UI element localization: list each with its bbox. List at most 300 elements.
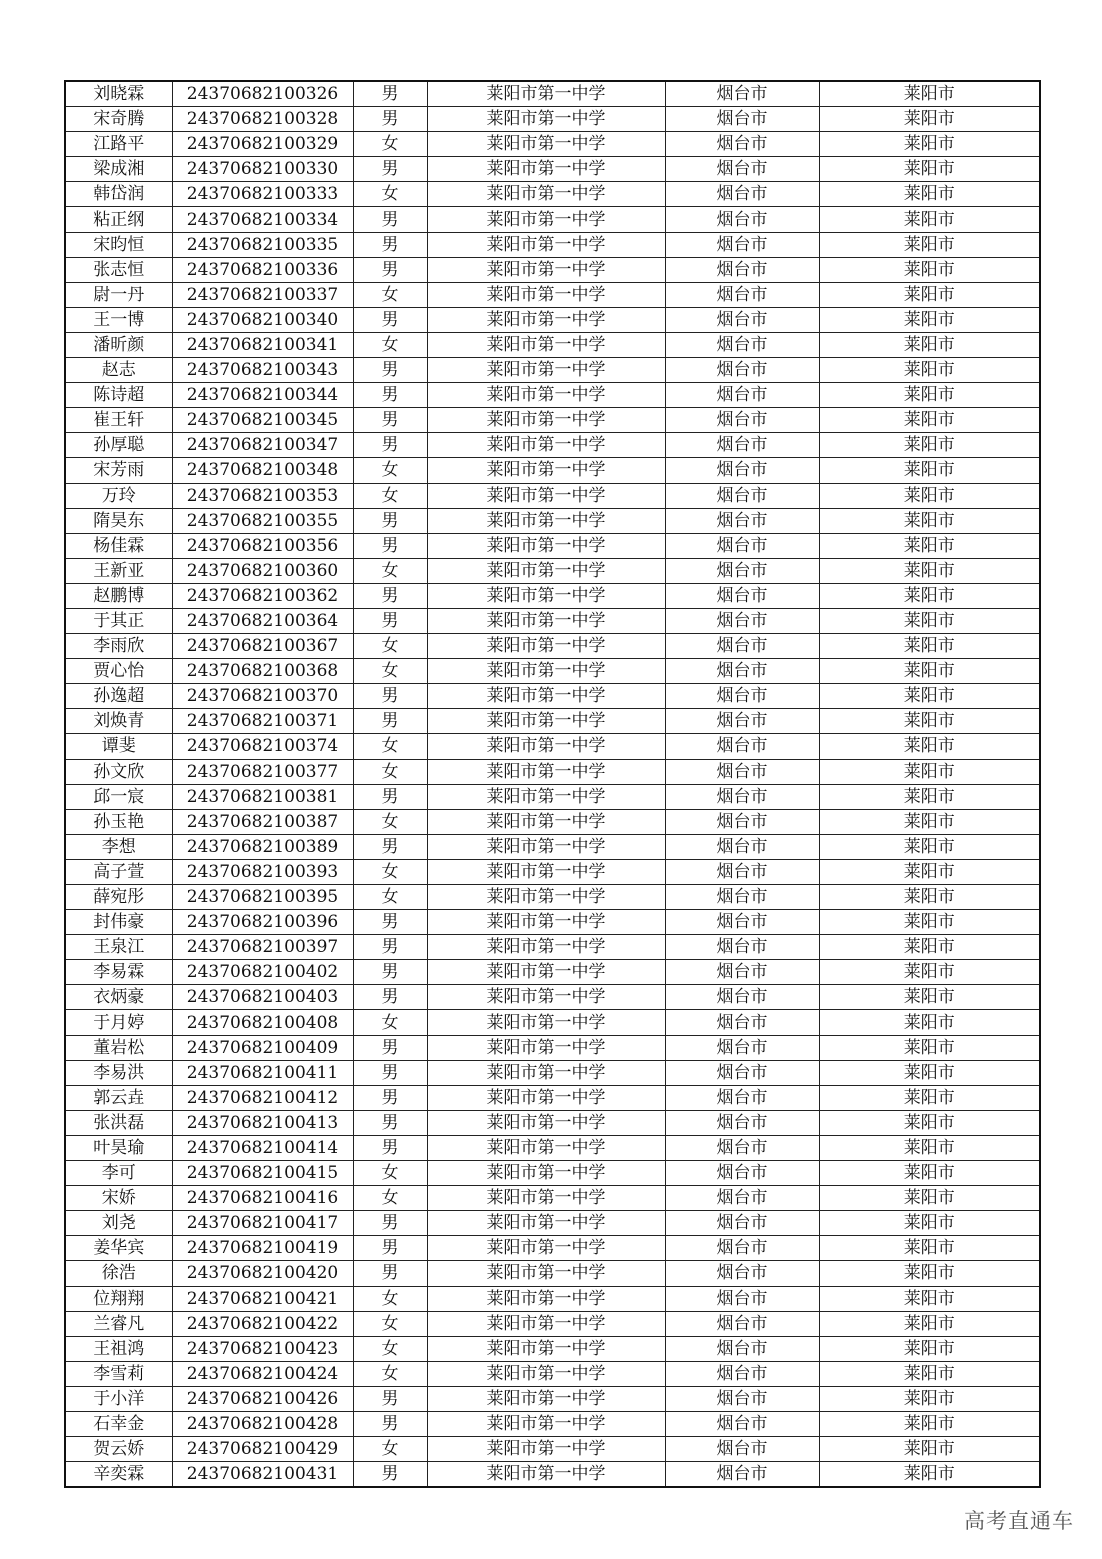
table-row	[65, 608, 1040, 633]
student-name-cell: 兰睿凡	[65, 1311, 172, 1336]
gender-cell: 女	[353, 182, 427, 207]
county-cell: 莱阳市	[819, 1035, 1040, 1060]
gender-cell: 女	[353, 634, 427, 659]
student-name-cell: 邱一宸	[65, 784, 172, 809]
county-cell: 莱阳市	[819, 1110, 1040, 1135]
table-row	[65, 885, 1040, 910]
city-cell: 烟台市	[665, 1135, 819, 1160]
exam-number-cell: 24370682100370	[172, 684, 353, 709]
gender-cell: 女	[353, 1336, 427, 1361]
county-cell: 莱阳市	[819, 232, 1040, 257]
county-cell: 莱阳市	[819, 157, 1040, 182]
city-cell: 烟台市	[665, 81, 819, 107]
student-name-cell: 王泉江	[65, 935, 172, 960]
gender-cell: 男	[353, 81, 427, 107]
student-name-cell: 贺云娇	[65, 1437, 172, 1462]
exam-number-cell: 24370682100368	[172, 659, 353, 684]
exam-number-cell: 24370682100426	[172, 1386, 353, 1411]
student-name-cell: 刘尧	[65, 1211, 172, 1236]
exam-number-cell: 24370682100345	[172, 408, 353, 433]
city-cell: 烟台市	[665, 659, 819, 684]
county-cell: 莱阳市	[819, 809, 1040, 834]
table-row	[65, 157, 1040, 182]
student-name-cell: 高子萱	[65, 859, 172, 884]
county-cell: 莱阳市	[819, 533, 1040, 558]
school-cell: 莱阳市第一中学	[427, 1236, 665, 1261]
student-name-cell: 姜华宾	[65, 1236, 172, 1261]
exam-number-cell: 24370682100412	[172, 1085, 353, 1110]
table-row	[65, 533, 1040, 558]
school-cell: 莱阳市第一中学	[427, 458, 665, 483]
school-cell: 莱阳市第一中学	[427, 408, 665, 433]
gender-cell: 女	[353, 809, 427, 834]
city-cell: 烟台市	[665, 1186, 819, 1211]
school-cell: 莱阳市第一中学	[427, 910, 665, 935]
table-row	[65, 1286, 1040, 1311]
city-cell: 烟台市	[665, 709, 819, 734]
student-name-cell: 尉一丹	[65, 282, 172, 307]
county-cell: 莱阳市	[819, 859, 1040, 884]
school-cell: 莱阳市第一中学	[427, 1186, 665, 1211]
county-cell: 莱阳市	[819, 408, 1040, 433]
table-row	[65, 1085, 1040, 1110]
county-cell: 莱阳市	[819, 307, 1040, 332]
county-cell: 莱阳市	[819, 483, 1040, 508]
school-cell: 莱阳市第一中学	[427, 859, 665, 884]
exam-number-cell: 24370682100353	[172, 483, 353, 508]
gender-cell: 女	[353, 132, 427, 157]
county-cell: 莱阳市	[819, 1411, 1040, 1436]
city-cell: 烟台市	[665, 433, 819, 458]
student-name-cell: 潘昕颜	[65, 332, 172, 357]
city-cell: 烟台市	[665, 282, 819, 307]
gender-cell: 男	[353, 1211, 427, 1236]
county-cell: 莱阳市	[819, 634, 1040, 659]
school-cell: 莱阳市第一中学	[427, 834, 665, 859]
table-row	[65, 1010, 1040, 1035]
exam-number-cell: 24370682100424	[172, 1361, 353, 1386]
school-cell: 莱阳市第一中学	[427, 759, 665, 784]
table-row	[65, 1462, 1040, 1488]
school-cell: 莱阳市第一中学	[427, 1010, 665, 1035]
school-cell: 莱阳市第一中学	[427, 232, 665, 257]
county-cell: 莱阳市	[819, 960, 1040, 985]
county-cell: 莱阳市	[819, 1386, 1040, 1411]
county-cell: 莱阳市	[819, 182, 1040, 207]
student-name-cell: 孙逸超	[65, 684, 172, 709]
student-name-cell: 石幸金	[65, 1411, 172, 1436]
exam-number-cell: 24370682100364	[172, 608, 353, 633]
table-row	[65, 659, 1040, 684]
student-name-cell: 王祖鸿	[65, 1336, 172, 1361]
county-cell: 莱阳市	[819, 81, 1040, 107]
county-cell: 莱阳市	[819, 684, 1040, 709]
county-cell: 莱阳市	[819, 257, 1040, 282]
city-cell: 烟台市	[665, 734, 819, 759]
student-name-cell: 江路平	[65, 132, 172, 157]
table-row	[65, 809, 1040, 834]
table-row	[65, 1110, 1040, 1135]
county-cell: 莱阳市	[819, 332, 1040, 357]
gender-cell: 男	[353, 307, 427, 332]
city-cell: 烟台市	[665, 1110, 819, 1135]
gender-cell: 男	[353, 834, 427, 859]
gender-cell: 男	[353, 232, 427, 257]
gender-cell: 男	[353, 1035, 427, 1060]
city-cell: 烟台市	[665, 182, 819, 207]
table-row	[65, 182, 1040, 207]
table-row	[65, 1386, 1040, 1411]
exam-number-cell: 24370682100334	[172, 207, 353, 232]
student-name-cell: 张志恒	[65, 257, 172, 282]
student-name-cell: 徐浩	[65, 1261, 172, 1286]
school-cell: 莱阳市第一中学	[427, 1386, 665, 1411]
student-name-cell: 衣炳豪	[65, 985, 172, 1010]
exam-number-cell: 24370682100333	[172, 182, 353, 207]
exam-number-cell: 24370682100367	[172, 634, 353, 659]
exam-number-cell: 24370682100414	[172, 1135, 353, 1160]
gender-cell: 男	[353, 709, 427, 734]
student-name-cell: 辛奕霖	[65, 1462, 172, 1488]
city-cell: 烟台市	[665, 257, 819, 282]
school-cell: 莱阳市第一中学	[427, 784, 665, 809]
gender-cell: 女	[353, 734, 427, 759]
city-cell: 烟台市	[665, 207, 819, 232]
city-cell: 烟台市	[665, 558, 819, 583]
table-row	[65, 634, 1040, 659]
school-cell: 莱阳市第一中学	[427, 608, 665, 633]
gender-cell: 女	[353, 1286, 427, 1311]
student-name-cell: 孙文欣	[65, 759, 172, 784]
city-cell: 烟台市	[665, 684, 819, 709]
student-name-cell: 于月婷	[65, 1010, 172, 1035]
exam-number-cell: 24370682100356	[172, 533, 353, 558]
city-cell: 烟台市	[665, 1386, 819, 1411]
gender-cell: 男	[353, 107, 427, 132]
student-name-cell: 李可	[65, 1161, 172, 1186]
city-cell: 烟台市	[665, 583, 819, 608]
table-row	[65, 282, 1040, 307]
gender-cell: 女	[353, 859, 427, 884]
student-name-cell: 刘晓霖	[65, 81, 172, 107]
exam-number-cell: 24370682100387	[172, 809, 353, 834]
table-row	[65, 558, 1040, 583]
exam-number-cell: 24370682100403	[172, 985, 353, 1010]
gender-cell: 女	[353, 1437, 427, 1462]
table-row	[65, 834, 1040, 859]
table-row	[65, 859, 1040, 884]
city-cell: 烟台市	[665, 157, 819, 182]
county-cell: 莱阳市	[819, 935, 1040, 960]
gender-cell: 男	[353, 583, 427, 608]
city-cell: 烟台市	[665, 885, 819, 910]
school-cell: 莱阳市第一中学	[427, 1060, 665, 1085]
county-cell: 莱阳市	[819, 1311, 1040, 1336]
table-row	[65, 433, 1040, 458]
table-row	[65, 960, 1040, 985]
county-cell: 莱阳市	[819, 508, 1040, 533]
school-cell: 莱阳市第一中学	[427, 332, 665, 357]
city-cell: 烟台市	[665, 332, 819, 357]
city-cell: 烟台市	[665, 1311, 819, 1336]
city-cell: 烟台市	[665, 1236, 819, 1261]
exam-number-cell: 24370682100422	[172, 1311, 353, 1336]
school-cell: 莱阳市第一中学	[427, 659, 665, 684]
exam-number-cell: 24370682100348	[172, 458, 353, 483]
student-name-cell: 李易霖	[65, 960, 172, 985]
exam-number-cell: 24370682100344	[172, 383, 353, 408]
exam-number-cell: 24370682100421	[172, 1286, 353, 1311]
table-row	[65, 1035, 1040, 1060]
student-name-cell: 粘正纲	[65, 207, 172, 232]
exam-number-cell: 24370682100413	[172, 1110, 353, 1135]
student-name-cell: 赵鹏博	[65, 583, 172, 608]
city-cell: 烟台市	[665, 307, 819, 332]
city-cell: 烟台市	[665, 232, 819, 257]
exam-number-cell: 24370682100330	[172, 157, 353, 182]
county-cell: 莱阳市	[819, 1211, 1040, 1236]
school-cell: 莱阳市第一中学	[427, 207, 665, 232]
gender-cell: 男	[353, 985, 427, 1010]
table-row	[65, 1211, 1040, 1236]
city-cell: 烟台市	[665, 935, 819, 960]
table-row	[65, 684, 1040, 709]
table-row	[65, 1411, 1040, 1436]
exam-number-cell: 24370682100408	[172, 1010, 353, 1035]
city-cell: 烟台市	[665, 859, 819, 884]
school-cell: 莱阳市第一中学	[427, 182, 665, 207]
exam-number-cell: 24370682100397	[172, 935, 353, 960]
city-cell: 烟台市	[665, 383, 819, 408]
exam-number-cell: 24370682100355	[172, 508, 353, 533]
gender-cell: 女	[353, 458, 427, 483]
student-name-cell: 宋芳雨	[65, 458, 172, 483]
student-name-cell: 封伟豪	[65, 910, 172, 935]
county-cell: 莱阳市	[819, 834, 1040, 859]
city-cell: 烟台市	[665, 107, 819, 132]
table-row	[65, 408, 1040, 433]
table-row	[65, 759, 1040, 784]
table-row	[65, 81, 1040, 107]
exam-number-cell: 24370682100396	[172, 910, 353, 935]
table-row	[65, 332, 1040, 357]
student-name-cell: 孙厚聪	[65, 433, 172, 458]
gender-cell: 男	[353, 784, 427, 809]
county-cell: 莱阳市	[819, 1236, 1040, 1261]
county-cell: 莱阳市	[819, 1361, 1040, 1386]
city-cell: 烟台市	[665, 483, 819, 508]
gender-cell: 男	[353, 408, 427, 433]
exam-number-cell: 24370682100335	[172, 232, 353, 257]
gender-cell: 男	[353, 1261, 427, 1286]
exam-number-cell: 24370682100411	[172, 1060, 353, 1085]
gender-cell: 男	[353, 1060, 427, 1085]
exam-number-cell: 24370682100381	[172, 784, 353, 809]
gender-cell: 男	[353, 257, 427, 282]
city-cell: 烟台市	[665, 985, 819, 1010]
county-cell: 莱阳市	[819, 784, 1040, 809]
gender-cell: 男	[353, 433, 427, 458]
student-name-cell: 韩岱润	[65, 182, 172, 207]
school-cell: 莱阳市第一中学	[427, 383, 665, 408]
student-name-cell: 李易洪	[65, 1060, 172, 1085]
county-cell: 莱阳市	[819, 608, 1040, 633]
county-cell: 莱阳市	[819, 558, 1040, 583]
city-cell: 烟台市	[665, 1261, 819, 1286]
exam-number-cell: 24370682100423	[172, 1336, 353, 1361]
city-cell: 烟台市	[665, 634, 819, 659]
student-name-cell: 董岩松	[65, 1035, 172, 1060]
exam-number-cell: 24370682100393	[172, 859, 353, 884]
student-name-cell: 孙玉艳	[65, 809, 172, 834]
county-cell: 莱阳市	[819, 1010, 1040, 1035]
table-row	[65, 985, 1040, 1010]
city-cell: 烟台市	[665, 784, 819, 809]
city-cell: 烟台市	[665, 1211, 819, 1236]
county-cell: 莱阳市	[819, 885, 1040, 910]
exam-number-cell: 24370682100415	[172, 1161, 353, 1186]
school-cell: 莱阳市第一中学	[427, 483, 665, 508]
gender-cell: 男	[353, 508, 427, 533]
city-cell: 烟台市	[665, 608, 819, 633]
table-row	[65, 257, 1040, 282]
exam-number-cell: 24370682100431	[172, 1462, 353, 1488]
city-cell: 烟台市	[665, 1361, 819, 1386]
table-row	[65, 132, 1040, 157]
table-row	[65, 1135, 1040, 1160]
student-name-cell: 贾心怡	[65, 659, 172, 684]
student-name-cell: 于小洋	[65, 1386, 172, 1411]
gender-cell: 女	[353, 282, 427, 307]
exam-number-cell: 24370682100341	[172, 332, 353, 357]
school-cell: 莱阳市第一中学	[427, 1110, 665, 1135]
exam-number-cell: 24370682100371	[172, 709, 353, 734]
exam-number-cell: 24370682100362	[172, 583, 353, 608]
student-name-cell: 宋奇腾	[65, 107, 172, 132]
exam-number-cell: 24370682100329	[172, 132, 353, 157]
city-cell: 烟台市	[665, 408, 819, 433]
school-cell: 莱阳市第一中学	[427, 709, 665, 734]
student-name-cell: 张洪磊	[65, 1110, 172, 1135]
school-cell: 莱阳市第一中学	[427, 583, 665, 608]
gender-cell: 男	[353, 960, 427, 985]
county-cell: 莱阳市	[819, 709, 1040, 734]
gender-cell: 女	[353, 1010, 427, 1035]
school-cell: 莱阳市第一中学	[427, 985, 665, 1010]
student-name-cell: 杨佳霖	[65, 533, 172, 558]
exam-number-cell: 24370682100420	[172, 1261, 353, 1286]
city-cell: 烟台市	[665, 458, 819, 483]
student-name-cell: 叶昊瑜	[65, 1135, 172, 1160]
city-cell: 烟台市	[665, 759, 819, 784]
table-row	[65, 508, 1040, 533]
county-cell: 莱阳市	[819, 583, 1040, 608]
table-row	[65, 935, 1040, 960]
exam-number-cell: 24370682100419	[172, 1236, 353, 1261]
city-cell: 烟台市	[665, 1035, 819, 1060]
exam-number-cell: 24370682100343	[172, 358, 353, 383]
city-cell: 烟台市	[665, 809, 819, 834]
school-cell: 莱阳市第一中学	[427, 1411, 665, 1436]
student-name-cell: 郭云垚	[65, 1085, 172, 1110]
student-name-cell: 陈诗超	[65, 383, 172, 408]
student-name-cell: 谭斐	[65, 734, 172, 759]
exam-number-cell: 24370682100326	[172, 81, 353, 107]
city-cell: 烟台市	[665, 834, 819, 859]
city-cell: 烟台市	[665, 1060, 819, 1085]
city-cell: 烟台市	[665, 1336, 819, 1361]
county-cell: 莱阳市	[819, 1336, 1040, 1361]
exam-number-cell: 24370682100374	[172, 734, 353, 759]
student-name-cell: 李雪莉	[65, 1361, 172, 1386]
exam-number-cell: 24370682100428	[172, 1411, 353, 1436]
student-name-cell: 王一博	[65, 307, 172, 332]
school-cell: 莱阳市第一中学	[427, 634, 665, 659]
school-cell: 莱阳市第一中学	[427, 1035, 665, 1060]
student-name-cell: 万玲	[65, 483, 172, 508]
gender-cell: 男	[353, 1110, 427, 1135]
exam-number-cell: 24370682100429	[172, 1437, 353, 1462]
table-row	[65, 910, 1040, 935]
gender-cell: 男	[353, 935, 427, 960]
table-row	[65, 734, 1040, 759]
school-cell: 莱阳市第一中学	[427, 1462, 665, 1488]
gender-cell: 男	[353, 533, 427, 558]
exam-number-cell: 24370682100409	[172, 1035, 353, 1060]
watermark-text: 高考直通车	[964, 1509, 1074, 1533]
student-name-cell: 李想	[65, 834, 172, 859]
county-cell: 莱阳市	[819, 107, 1040, 132]
exam-number-cell: 24370682100377	[172, 759, 353, 784]
county-cell: 莱阳市	[819, 1286, 1040, 1311]
table-row	[65, 1437, 1040, 1462]
school-cell: 莱阳市第一中学	[427, 1261, 665, 1286]
table-row	[65, 1361, 1040, 1386]
student-name-cell: 刘焕青	[65, 709, 172, 734]
county-cell: 莱阳市	[819, 910, 1040, 935]
school-cell: 莱阳市第一中学	[427, 1311, 665, 1336]
table-row	[65, 458, 1040, 483]
student-name-cell: 隋昊东	[65, 508, 172, 533]
gender-cell: 男	[353, 383, 427, 408]
table-row	[65, 358, 1040, 383]
gender-cell: 男	[353, 1462, 427, 1488]
school-cell: 莱阳市第一中学	[427, 684, 665, 709]
county-cell: 莱阳市	[819, 1462, 1040, 1488]
exam-number-cell: 24370682100337	[172, 282, 353, 307]
student-name-cell: 薛宛彤	[65, 885, 172, 910]
city-cell: 烟台市	[665, 358, 819, 383]
county-cell: 莱阳市	[819, 458, 1040, 483]
exam-number-cell: 24370682100416	[172, 1186, 353, 1211]
gender-cell: 女	[353, 1361, 427, 1386]
county-cell: 莱阳市	[819, 759, 1040, 784]
county-cell: 莱阳市	[819, 207, 1040, 232]
gender-cell: 女	[353, 759, 427, 784]
gender-cell: 男	[353, 1085, 427, 1110]
table-row	[65, 483, 1040, 508]
school-cell: 莱阳市第一中学	[427, 1361, 665, 1386]
school-cell: 莱阳市第一中学	[427, 960, 665, 985]
student-name-cell: 赵志	[65, 358, 172, 383]
school-cell: 莱阳市第一中学	[427, 1437, 665, 1462]
gender-cell: 男	[353, 1236, 427, 1261]
student-name-cell: 李雨欣	[65, 634, 172, 659]
county-cell: 莱阳市	[819, 1186, 1040, 1211]
gender-cell: 女	[353, 483, 427, 508]
gender-cell: 男	[353, 1411, 427, 1436]
city-cell: 烟台市	[665, 508, 819, 533]
